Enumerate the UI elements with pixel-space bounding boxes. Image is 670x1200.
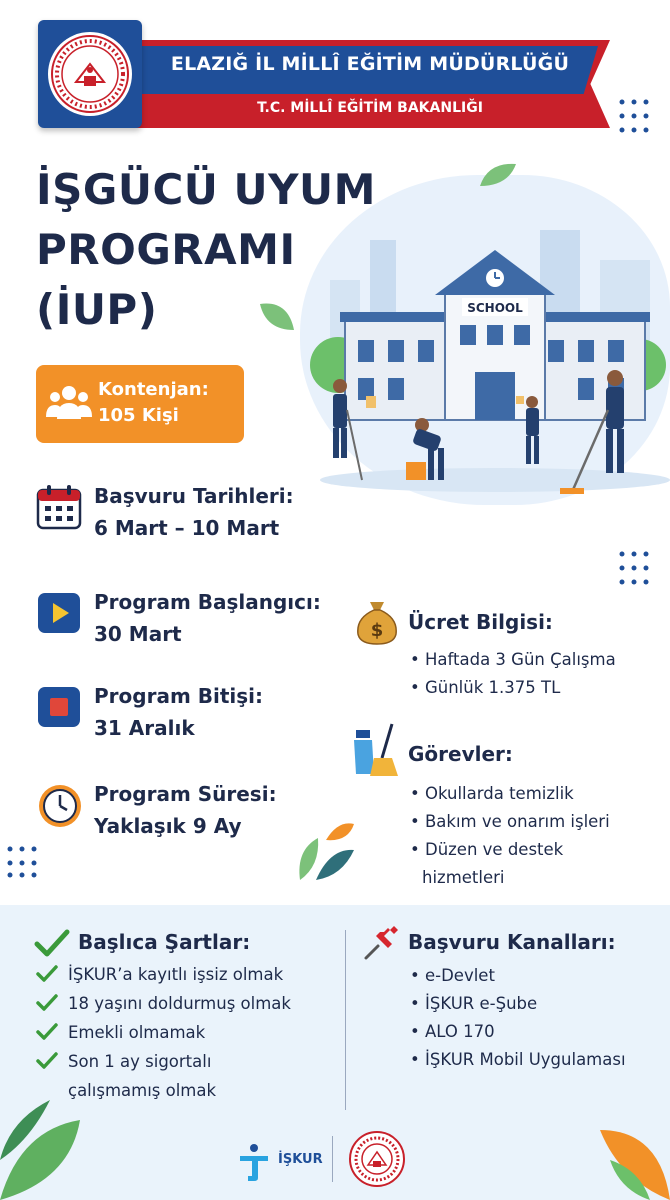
- checkmark-icon: [36, 964, 58, 982]
- requirements-list: [36, 960, 291, 1105]
- requirement-text: Emekli olmamak: [68, 1023, 206, 1042]
- header-title: ELAZIĞ İL MİLLÎ EĞİTİM MÜDÜRLÜĞÜ: [170, 53, 570, 75]
- application-dates-label: Başvuru Tarihleri:: [94, 484, 294, 508]
- wage-item: • Haftada 3 Gün Çalışma: [410, 646, 616, 674]
- clock-icon: [36, 782, 84, 830]
- duty-item: • Bakım ve onarım işleri: [410, 808, 610, 836]
- requirement-item: [36, 1018, 291, 1047]
- program-start-value: 30 Mart: [94, 622, 182, 646]
- checkmark-icon: [36, 1022, 58, 1040]
- calendar-icon: [36, 484, 82, 530]
- meb-seal-icon: [46, 30, 134, 118]
- program-duration-label: Program Süresi:: [94, 782, 277, 806]
- decor-dots: [618, 550, 652, 590]
- meb-seal-icon: [348, 1130, 406, 1188]
- leaf-icon: [478, 160, 518, 190]
- requirement-text: İŞKUR’a kayıtlı işsiz olmak: [68, 965, 284, 984]
- application-dates-value: 6 Mart – 10 Mart: [94, 516, 280, 540]
- program-duration-value: Yaklaşık 9 Ay: [94, 814, 242, 838]
- checkmark-icon: [36, 1051, 58, 1069]
- money-bag-icon: [354, 598, 400, 646]
- requirement-text: 18 yaşını doldurmuş olmak: [68, 994, 291, 1013]
- duties-list: [410, 780, 610, 892]
- iskur-logo-icon: [234, 1142, 274, 1182]
- program-title-line2: PROGRAMI: [36, 225, 296, 274]
- channel-item: • ALO 170: [410, 1018, 626, 1046]
- checkmark-icon: [36, 993, 58, 1011]
- program-title-line1: İŞGÜCÜ UYUM: [36, 165, 376, 214]
- decor-dots: [6, 845, 46, 879]
- school-cleaning-illustration: [310, 200, 670, 500]
- duty-item: • Düzen ve destek: [410, 836, 610, 864]
- wage-list: [410, 646, 616, 702]
- footer-separator: [332, 1136, 333, 1182]
- quota-value: 105 Kişi: [98, 405, 179, 426]
- requirement-item: [36, 989, 291, 1018]
- stop-icon: [36, 684, 82, 730]
- footer-logos: [230, 1128, 430, 1188]
- play-icon: [36, 590, 82, 636]
- requirement-item-continuation: [36, 1076, 291, 1105]
- wage-item: • Günlük 1.375 TL: [410, 674, 616, 702]
- requirement-text: çalışmamış olmak: [68, 1081, 217, 1100]
- channel-item: • e-Devlet: [410, 962, 626, 990]
- cleaning-supplies-icon: [352, 722, 402, 778]
- people-icon: [46, 383, 92, 423]
- school-sign: SCHOOL: [467, 301, 523, 315]
- header-subtitle: T.C. MİLLÎ EĞİTİM BAKANLIĞI: [257, 100, 483, 116]
- leaf-cluster-icon: [296, 820, 356, 884]
- quota-label: Kontenjan:: [98, 379, 209, 400]
- checkmark-icon: [34, 928, 70, 958]
- column-divider: [345, 930, 346, 1110]
- pushpin-icon: [362, 922, 402, 962]
- svg-text:$: $: [370, 620, 384, 641]
- requirement-item: [36, 960, 291, 989]
- wage-heading: Ücret Bilgisi:: [408, 610, 553, 634]
- requirements-heading: Başlıca Şartlar:: [78, 930, 251, 954]
- channel-item: • İŞKUR Mobil Uygulaması: [410, 1046, 626, 1074]
- meb-logo: [38, 20, 142, 128]
- program-end-value: 31 Aralık: [94, 716, 195, 740]
- program-start-label: Program Başlangıcı:: [94, 590, 321, 614]
- leaf-corner-icon: [0, 1100, 110, 1200]
- requirement-item: [36, 1047, 291, 1076]
- requirement-text: Son 1 ay sigortalı: [68, 1052, 212, 1071]
- channel-item: • İŞKUR e-Şube: [410, 990, 626, 1018]
- leaf-corner-icon: [580, 1120, 670, 1200]
- duty-item: • Okullarda temizlik: [410, 780, 610, 808]
- duties-heading: Görevler:: [408, 742, 513, 766]
- iskur-logo-text: İŞKUR: [278, 1152, 323, 1167]
- program-end-label: Program Bitişi:: [94, 684, 264, 708]
- leaf-icon: [258, 300, 298, 334]
- program-title-line3: (İUP): [36, 285, 158, 334]
- channels-heading: Başvuru Kanalları:: [408, 930, 616, 954]
- duty-item-continuation: hizmetleri: [422, 868, 505, 887]
- quota-badge: [36, 365, 244, 443]
- channels-list: [410, 962, 626, 1074]
- decor-dots: [618, 98, 652, 138]
